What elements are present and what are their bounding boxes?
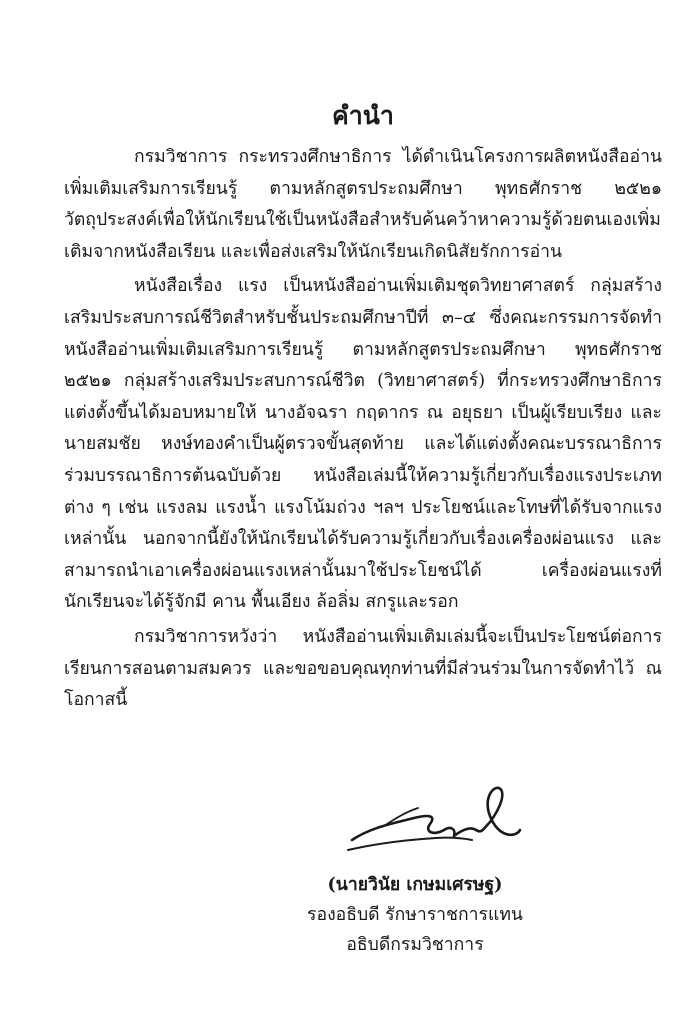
signer-position-line2: อธิบดีกรมวิชาการ	[346, 935, 484, 955]
paragraph-intro: กรมวิชาการ กระทรวงศึกษาธิการ ได้ดำเนินโครงการผลิตหนังสืออ่านเพิ่มเติมเสริมการเรียนรู้ ตามหลักสูตรประถมศึกษา พุทธศักราช ๒๕๒๑ วัตถุประสงค์เพื่อให้นักเรียนใช้เป็นหนังสือสำหรับค้นคว้าหาความรู้ด้วยตนเองเพิ่มเติมจากหนังสือเรียน และเพื่อส่งเสริมให้นักเรียนเกิดนิสัยรักการอ่าน	[64, 147, 662, 262]
signer-name: (นายวินัย เกษมเศรษฐ)	[327, 874, 503, 895]
paragraph-closing: กรมวิชาการหวังว่า หนังสืออ่านเพิ่มเติมเล่มนี้จะเป็นประโยชน์ต่อการเรียนการสอนตามสมควร และขอขอบคุณทุกท่านที่มีส่วนร่วมในการจัดทำไว้ ณ โอกาสนี้	[64, 626, 662, 711]
page-title: คำนำ	[332, 101, 394, 130]
paragraph-book-description: หนังสือเรื่อง แรง เป็นหนังสืออ่านเพิ่มเติมชุดวิทยาศาสตร์ กลุ่มสร้างเสริมประสบการณ์ชีวิตสำหรับชั้นประถมศึกษาปีที่ ๓–๔ ซึ่งคณะกรรมการจัดทำหนังสืออ่านเพิ่มเติมเสริมการเรียนรู้ ตามหลักสูตรประถมศึกษา พุทธศักราช ๒๕๒๑ กลุ่มสร้างเสริมประสบการณ์ชีวิต (วิทยาศาสตร์) ที่กระทรวงศึกษาธิการแต่งตั้งขึ้นได้มอบหมายให้ นางอัจฉรา กฤดากร ณ อยุธยา เป็นผู้เรียบเรียง และนายสมชัย หงษ์ทองคำเป็นผู้ตรวจขั้นสุดท้าย และได้แต่งตั้งคณะบรรณาธิการร่วมบรรณาธิการต้นฉบับด้วย หนังสือเล่มนี้ให้ความรู้เกี่ยวกับเรื่องแรงประเภทต่าง ๆ เช่น แรงลม แรงน้ำ แรงโน้มถ่วง ฯลฯ ประโยชน์และโทษที่ได้รับจากแรงเหล่านั้น นอกจากนี้ยังให้นักเรียนได้รับความรู้เกี่ยวกับเรื่องเครื่องผ่อนแรง และสามารถนำเอาเครื่องผ่อนแรงเหล่านั้นมาใช้ประโยชน์ได้ เครื่องผ่อนแรงที่นักเรียนจะได้รู้จักมี คาน พื้นเอียง ล้อลิ่ม สกรูและรอก	[64, 276, 662, 613]
signer-position-line1: รองอธิบดี รักษาราชการแทน	[307, 905, 523, 925]
